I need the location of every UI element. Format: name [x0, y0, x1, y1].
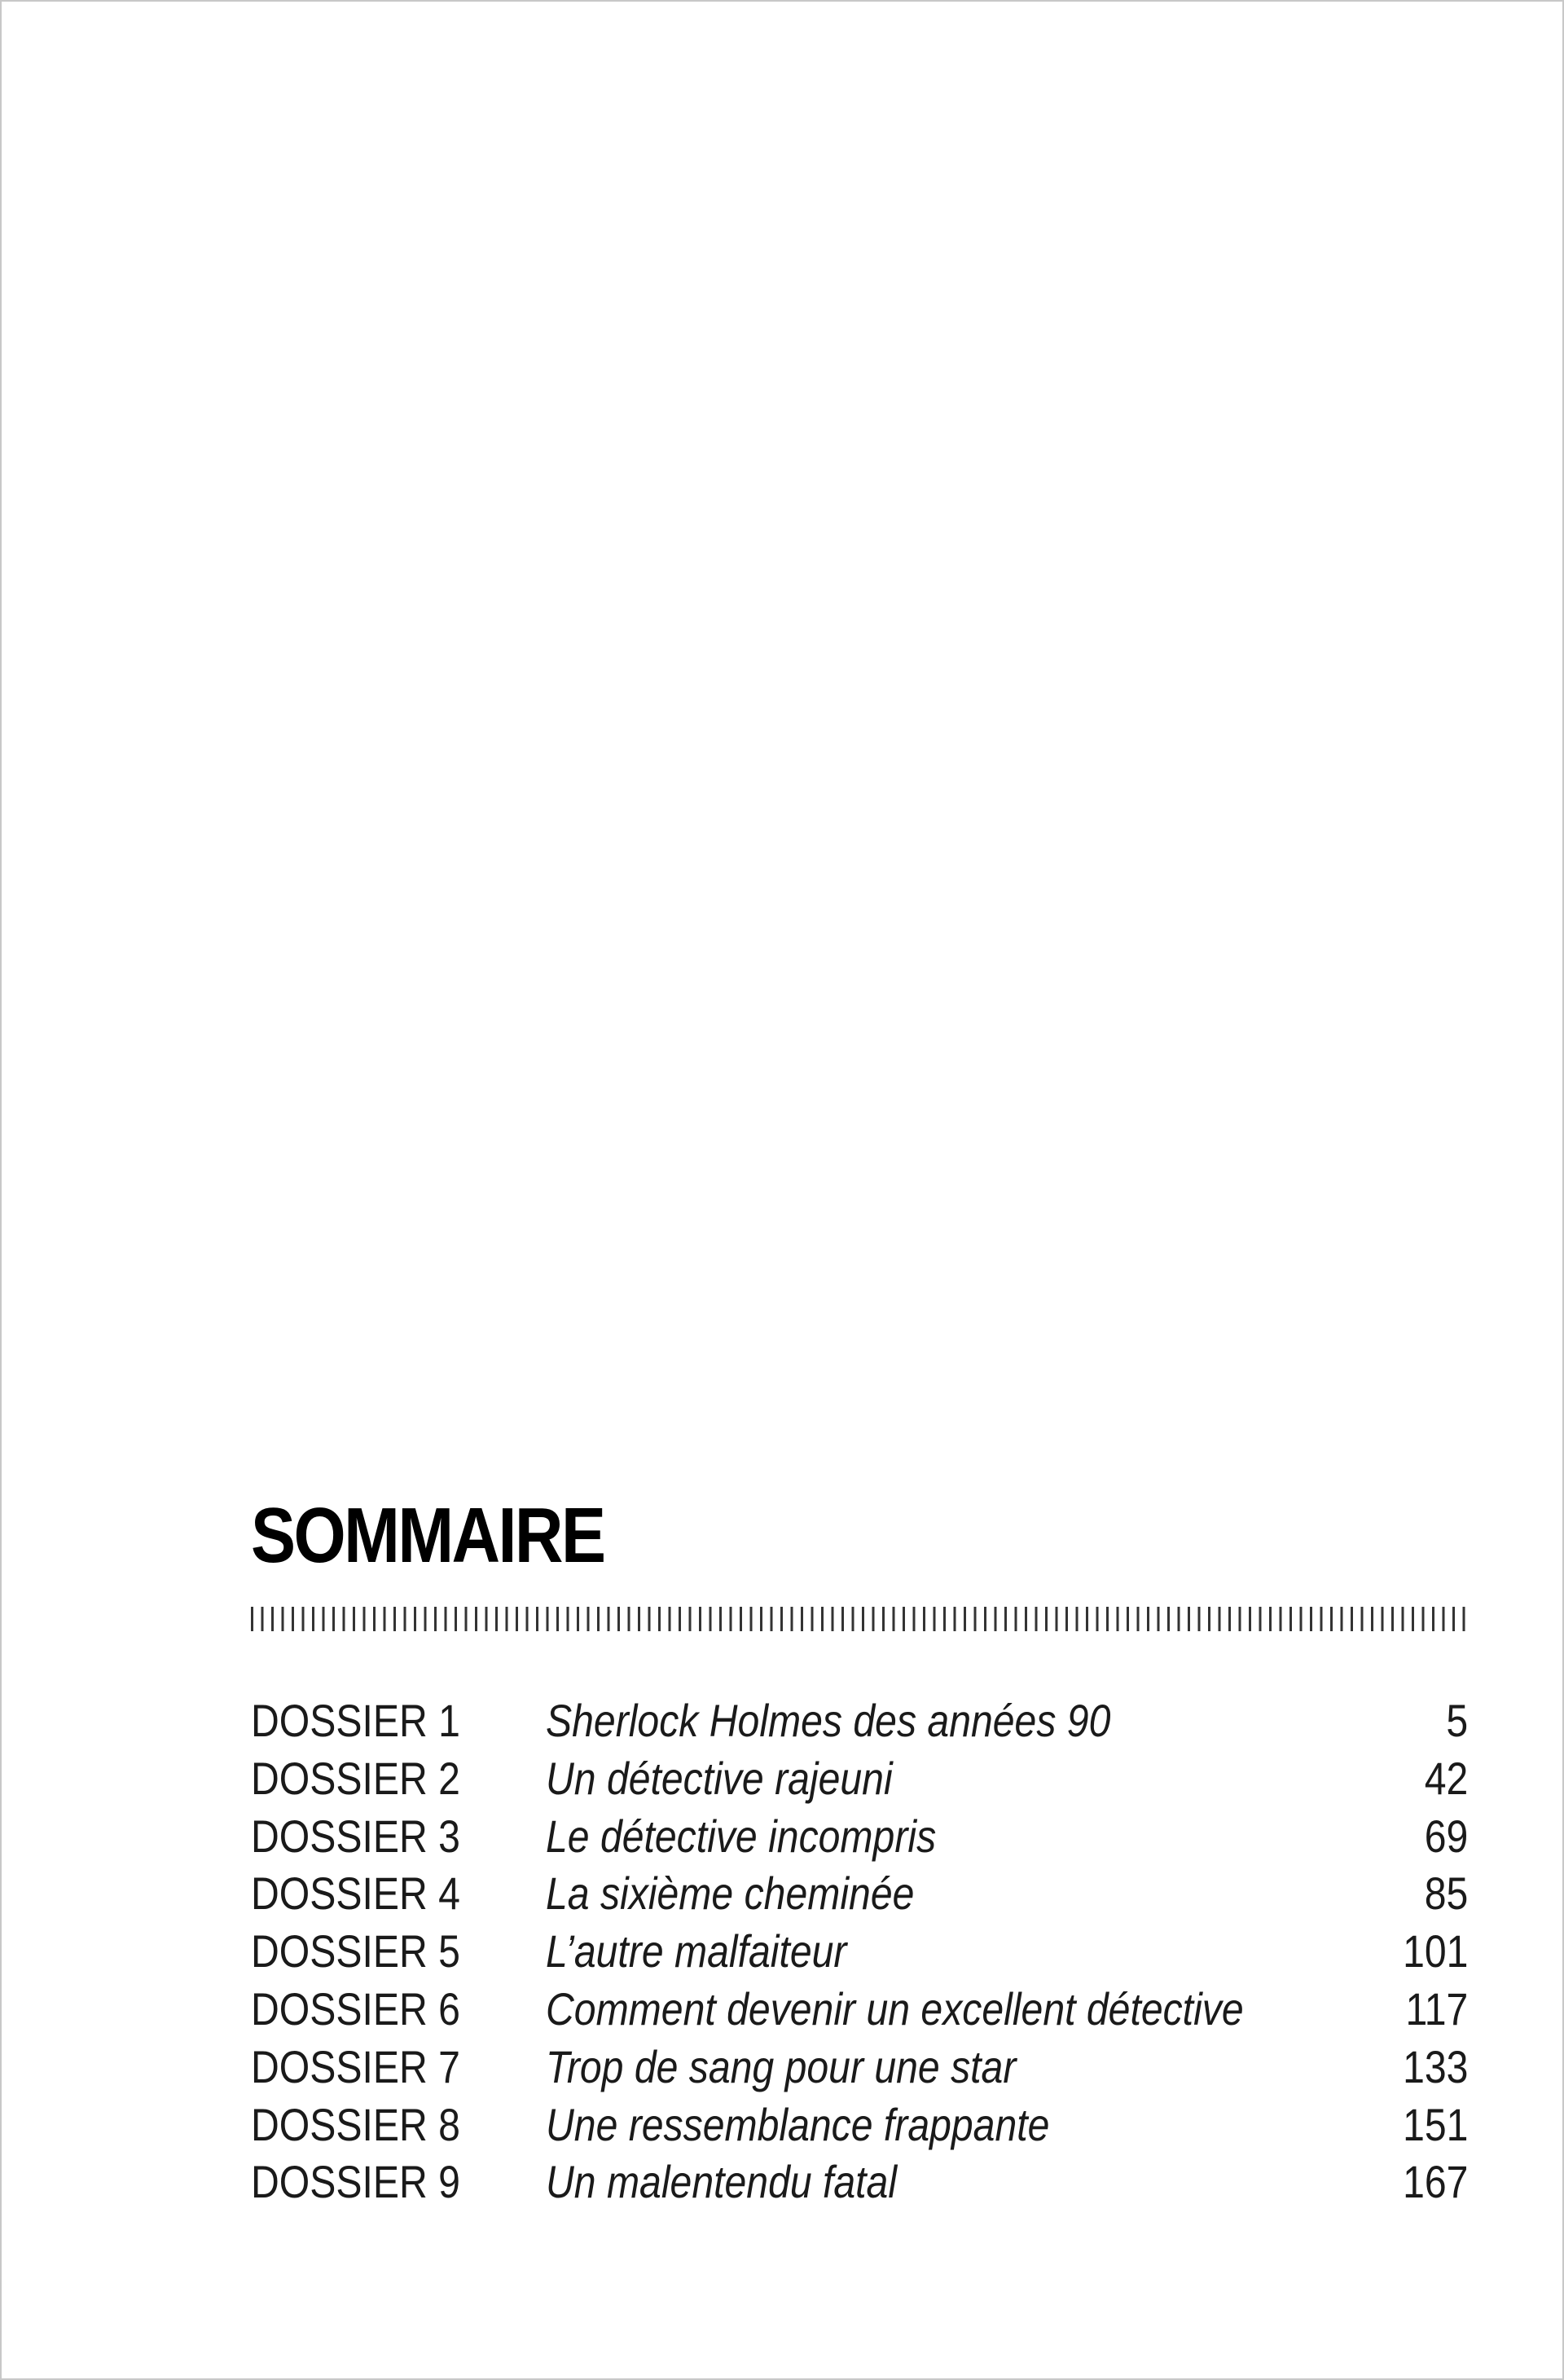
toc-entry-7[interactable] [251, 2039, 1468, 2096]
toc-entry-8[interactable] [251, 2096, 1468, 2154]
toc-entry-3[interactable] [251, 1808, 1468, 1866]
toc-chapter-title: Une ressemblance frappante [546, 2098, 1050, 2150]
toc-dossier-label: DOSSIER 2 [251, 1752, 460, 1804]
toc-page-number: 117 [1405, 1982, 1468, 2035]
toc-chapter-title: Un détective rajeuni [546, 1752, 893, 1804]
tick-rule-divider [251, 1607, 1468, 1631]
toc-entry-1[interactable] [251, 1692, 1468, 1750]
toc-dossier-label: DOSSIER 9 [251, 2156, 460, 2208]
toc-chapter-title: Un malentendu fatal [546, 2156, 898, 2208]
toc-title: SOMMAIRE [251, 1492, 604, 1579]
toc-entry-5[interactable] [251, 1923, 1468, 1981]
toc-chapter-title: Comment devenir un excellent détective [546, 1982, 1244, 2035]
toc-chapter-title: Trop de sang pour une star [546, 2040, 1017, 2092]
toc-list [251, 1692, 1468, 2211]
toc-page-number: 85 [1424, 1867, 1468, 1920]
toc-dossier-label: DOSSIER 4 [251, 1867, 460, 1920]
toc-dossier-label: DOSSIER 3 [251, 1810, 460, 1862]
toc-dossier-label: DOSSIER 5 [251, 1925, 460, 1977]
toc-entry-4[interactable] [251, 1865, 1468, 1923]
toc-entry-6[interactable] [251, 1981, 1468, 2039]
toc-page-number: 42 [1424, 1752, 1468, 1804]
toc-entry-2[interactable] [251, 1750, 1468, 1808]
toc-page-number: 69 [1424, 1810, 1468, 1862]
toc-dossier-label: DOSSIER 6 [251, 1982, 460, 2035]
toc-chapter-title: L’autre malfaiteur [546, 1925, 847, 1977]
toc-page-number: 133 [1402, 2040, 1468, 2092]
toc-chapter-title: Le détective incompris [546, 1810, 937, 1862]
toc-page-number: 101 [1402, 1925, 1468, 1977]
toc-entry-9[interactable] [251, 2153, 1468, 2211]
toc-dossier-label: DOSSIER 8 [251, 2098, 460, 2150]
toc-dossier-label: DOSSIER 7 [251, 2040, 460, 2092]
toc-page-number: 5 [1446, 1695, 1468, 1746]
toc-chapter-title: La sixième cheminée [546, 1867, 915, 1920]
toc-dossier-label: DOSSIER 1 [251, 1695, 460, 1746]
table-of-contents [251, 1492, 1468, 2208]
toc-page-number: 167 [1402, 2156, 1468, 2208]
toc-page-number: 151 [1402, 2098, 1468, 2150]
toc-chapter-title: Sherlock Holmes des années 90 [546, 1695, 1111, 1746]
